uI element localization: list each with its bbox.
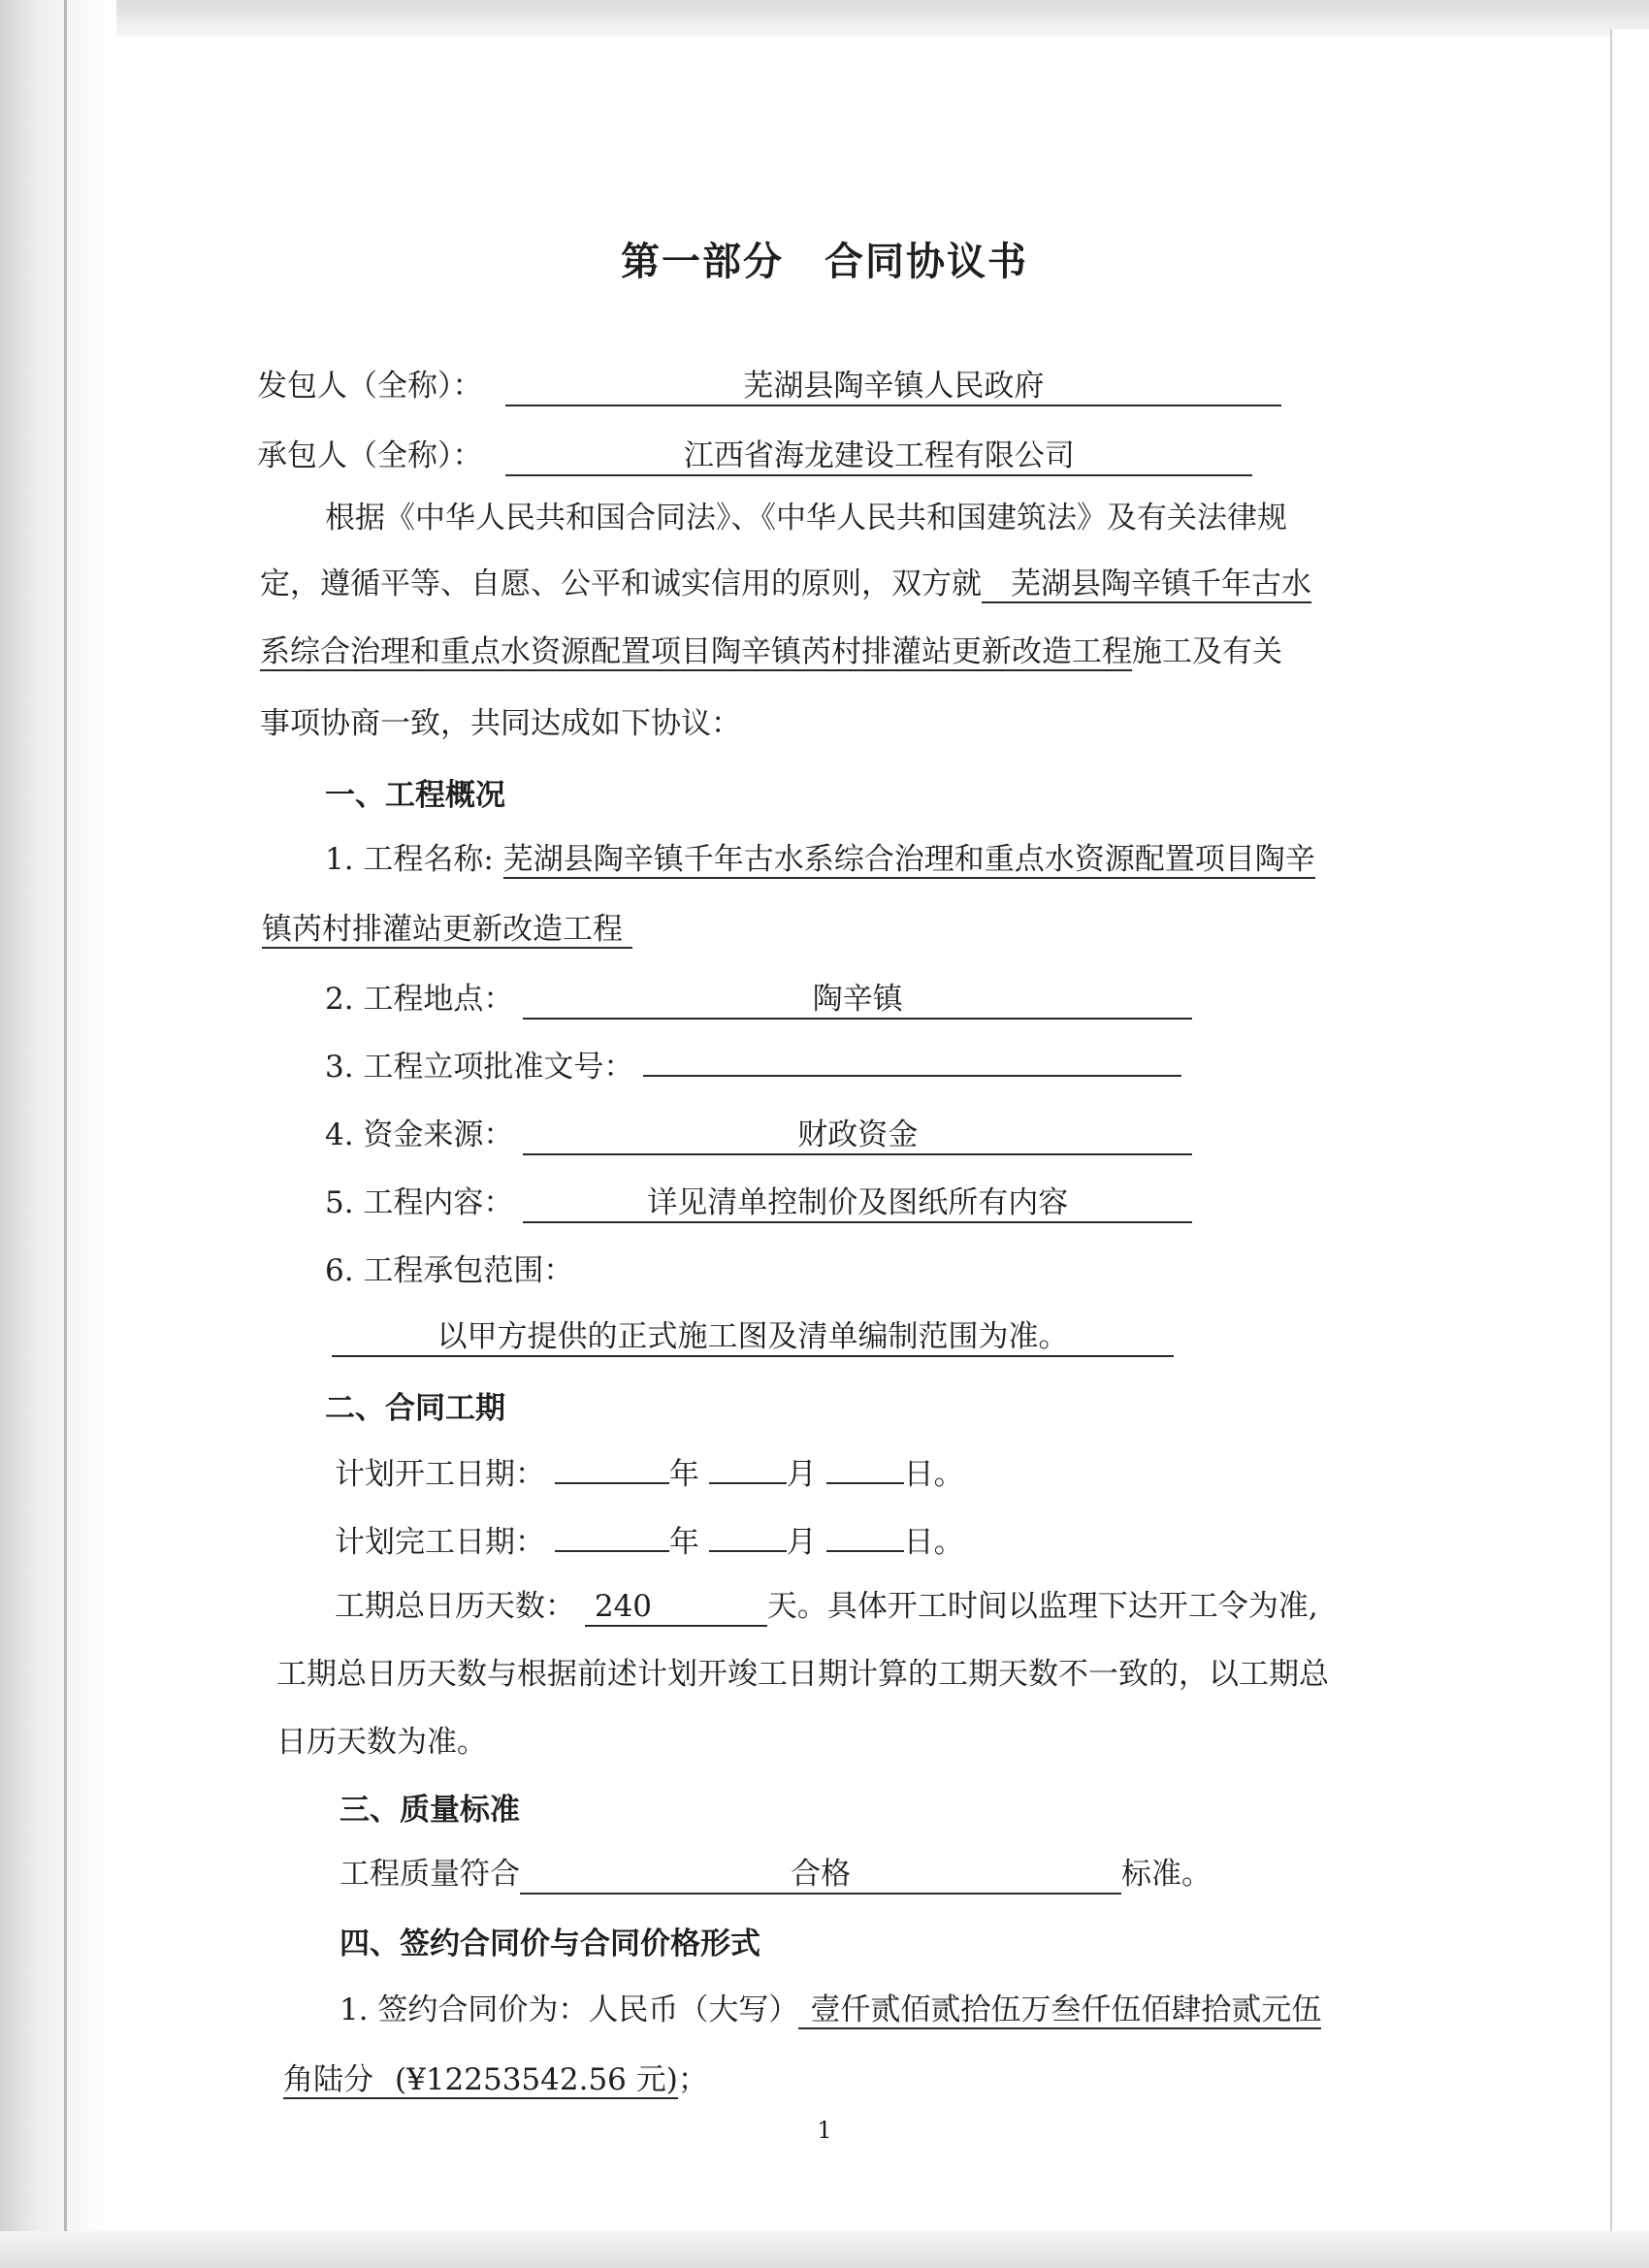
end-year-blank: [555, 1550, 669, 1552]
price-row: [340, 1991, 1321, 2029]
end-day-blank: [826, 1550, 904, 1552]
content-label: 5. 工程内容：: [325, 1185, 514, 1220]
project-name-row: [325, 840, 1315, 879]
scope-row: [332, 1317, 1174, 1357]
end-month-blank: [709, 1550, 787, 1552]
start-day-blank: [826, 1482, 904, 1484]
duration-label: 工期总日历天数：: [335, 1589, 575, 1624]
duration-row: [335, 1587, 1318, 1627]
employer-name: 芜湖县陶辛镇人民政府: [505, 368, 1281, 406]
scope-value: 以甲方提供的正式施工图及清单编制范围为准。: [332, 1318, 1174, 1357]
price-words-line-2: 角陆分: [283, 2062, 395, 2099]
start-day-unit: 日。: [903, 1457, 964, 1492]
contractor-label: 承包人（全称）：: [257, 438, 483, 473]
end-year-unit: 年: [668, 1525, 699, 1560]
price-end: ；: [677, 2062, 708, 2097]
section-1-heading: 一、工程概况: [325, 778, 505, 813]
page-number: 1: [817, 2117, 832, 2144]
project-name-line-1: 芜湖县陶辛镇千年古水系综合治理和重点水资源配置项目陶辛: [502, 842, 1315, 877]
approval-row: [325, 1048, 1181, 1086]
location-row: [325, 980, 1192, 1020]
price-words-line-1: 壹仟贰佰贰拾伍万叁仟伍佰肆拾贰元伍: [798, 1993, 1321, 2029]
funding-value: 财政资金: [523, 1117, 1192, 1155]
funding-row: [325, 1116, 1192, 1155]
project-name-cont-row: [262, 910, 632, 949]
price-label: 1. 签约合同价为：人民币（大写）: [340, 1993, 799, 2027]
approval-label: 3. 工程立项批准文号：: [325, 1050, 634, 1085]
duration-value: 240: [585, 1588, 767, 1627]
start-year-blank: [555, 1482, 669, 1484]
section-2-heading: 二、合同工期: [325, 1391, 505, 1426]
duration-note-1: 工期总日历天数与根据前述计划开竣工日期计算的工期天数不一致的，以工期总: [276, 1657, 1329, 1692]
approval-value: [643, 1075, 1181, 1077]
section-4-heading: 四、签约合同价与合同价格形式: [340, 1927, 760, 1961]
end-day-unit: 日。: [903, 1525, 964, 1560]
contractor-name: 江西省海龙建设工程有限公司: [505, 437, 1252, 476]
start-month-unit: 月: [786, 1457, 817, 1492]
project-name-line-2: 镇芮村排灌站更新改造工程: [262, 912, 632, 949]
quality-post: 标准。: [1121, 1857, 1212, 1892]
intro-line-3-text: 施工及有关: [1132, 634, 1282, 669]
contractor-row: [257, 437, 1252, 476]
start-date-label: 计划开工日期：: [335, 1457, 545, 1492]
intro-line-3: [260, 632, 1282, 671]
content-value: 详见清单控制价及图纸所有内容: [523, 1184, 1192, 1223]
location-value: 陶辛镇: [523, 981, 1192, 1020]
location-label: 2. 工程地点：: [325, 982, 514, 1017]
employer-label: 发包人（全称）：: [257, 369, 483, 404]
intro-line-2-text: 定，遵循平等、自愿、公平和诚实信用的原则，双方就: [260, 567, 982, 601]
end-month-unit: 月: [786, 1525, 817, 1560]
employer-row: [257, 367, 1281, 406]
price-number: (¥12253542.56 元): [395, 2062, 678, 2097]
end-date-row: [335, 1523, 964, 1562]
intro-line-4: 事项协商一致，共同达成如下协议：: [260, 706, 741, 741]
page-title: 第一部分 合同协议书: [621, 240, 1028, 284]
quality-row: [340, 1855, 1212, 1895]
intro-line-1: 根据《中华人民共和国合同法》、《中华人民共和国建筑法》及有关法律规: [325, 501, 1287, 535]
funding-label: 4. 资金来源：: [325, 1118, 514, 1152]
section-3-heading: 三、质量标准: [340, 1793, 520, 1828]
end-date-label: 计划完工日期：: [335, 1525, 545, 1560]
quality-value: 合格: [520, 1856, 1121, 1895]
project-name-label: 1. 工程名称:: [325, 842, 494, 877]
scope-label-row: 6. 工程承包范围：: [325, 1253, 574, 1288]
start-year-unit: 年: [668, 1457, 699, 1492]
intro-line-2: [260, 565, 1311, 603]
content-row: [325, 1183, 1192, 1223]
quality-pre: 工程质量符合: [340, 1857, 520, 1892]
duration-note-2: 日历天数为准。: [276, 1725, 487, 1760]
duration-text: 天。具体开工时间以监理下达开工令为准,: [766, 1589, 1318, 1624]
price-row-2: [283, 2060, 708, 2099]
project-name-part-2: 系综合治理和重点水资源配置项目陶辛镇芮村排灌站更新改造工程: [260, 634, 1132, 669]
start-date-row: [335, 1455, 964, 1494]
project-name-part-1: 芜湖县陶辛镇千年古水: [982, 567, 1311, 603]
start-month-blank: [709, 1482, 787, 1484]
